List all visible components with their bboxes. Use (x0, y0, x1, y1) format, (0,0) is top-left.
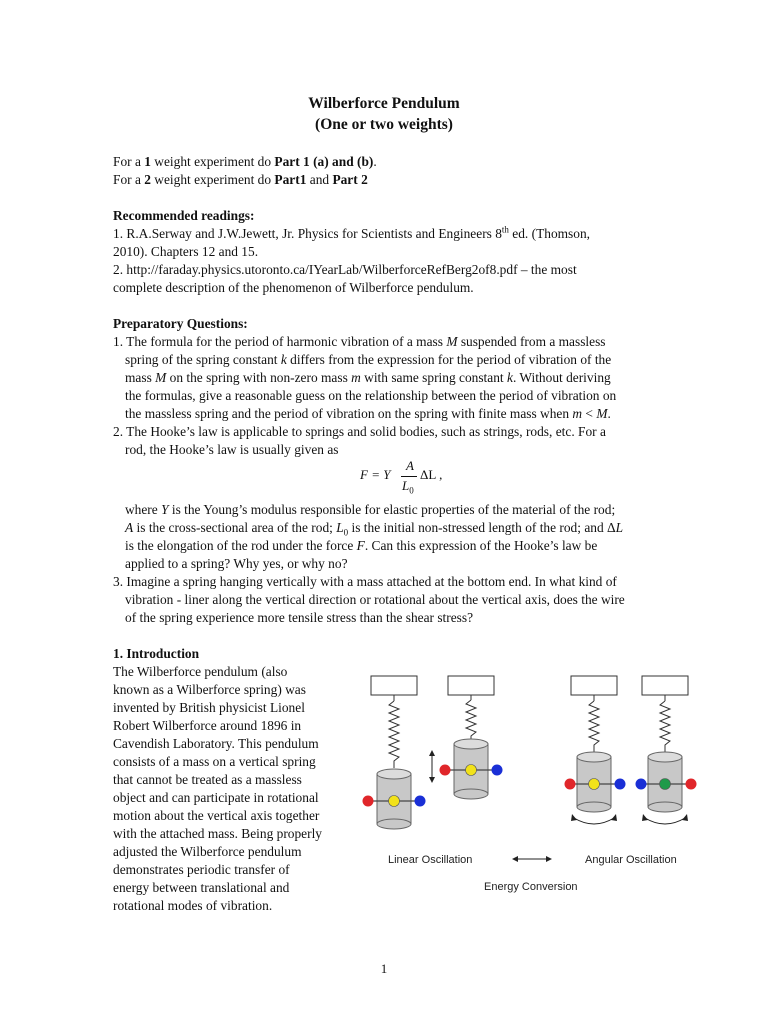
intro-line: with the attached mass. Being properly (113, 826, 322, 841)
intro-line: known as a Wilberforce spring) was (113, 682, 306, 697)
intro-line: demonstrates periodic transfer of (113, 862, 290, 877)
reading-1-cont: 2010). Chapters 12 and 15. (113, 244, 259, 259)
question-2-line-6: applied to a spring? Why yes, or why no? (125, 556, 348, 571)
reading-1: 1. R.A.Serway and J.W.Jewett, Jr. Physics for Scientists and Engineers 8th ed. (Thomson, (113, 224, 590, 241)
red-ball (363, 796, 374, 807)
energy-conversion-label: Energy Conversion (484, 881, 578, 893)
pendulum-linear-high (440, 676, 503, 799)
question-2-line-1: 2. The Hooke’s law is applicable to springs and solid bodies, such as strings, rods, etc. For a (113, 424, 606, 439)
readings-heading: Recommended readings: (113, 208, 255, 223)
intro-line: Robert Wilberforce around 1896 in (113, 718, 302, 733)
red-ball (440, 765, 451, 776)
blue-ball (492, 765, 503, 776)
intro-line: object and can participate in rotational (113, 790, 319, 805)
question-3-line-2: vibration - liner along the vertical direction or rotational about the vertical axis, does the wire (125, 592, 625, 607)
fraction-bar (401, 476, 417, 477)
wilberforce-diagram (358, 668, 708, 903)
question-2-line-2: rod, the Hooke’s law is usually given as (125, 442, 339, 457)
hookes-law-formula (360, 458, 480, 498)
rotation-arrow-icon (574, 818, 614, 824)
reading-2-cont: complete description of the phenomenon of Wilberforce pendulum. (113, 280, 474, 295)
question-1-line-1: 1. The formula for the period of harmonic vibration of a mass M suspended from a massless (113, 334, 606, 349)
blue-ball (636, 779, 647, 790)
reading-2: 2. http://faraday.physics.utoronto.ca/IYearLab/WilberforceRefBerg2of8.pdf – the most (113, 262, 577, 277)
introduction-heading: 1. Introduction (113, 646, 200, 661)
yellow-ball (589, 779, 600, 790)
rotation-arrow-icon (645, 818, 685, 824)
intro-line: motion about the vertical axis together (113, 808, 320, 823)
question-1-line-3: mass M on the spring with non-zero mass m with same spring constant k. Without deriving (125, 370, 611, 385)
document-title: Wilberforce Pendulum (308, 95, 460, 112)
page-number: 1 (380, 961, 388, 976)
green-ball (660, 779, 671, 790)
intro-line: adjusted the Wilberforce pendulum (113, 844, 302, 859)
intro-line: that cannot be treated as a massless (113, 772, 302, 787)
question-3-line-3: of the spring experience more tensile stress than the shear stress? (125, 610, 474, 625)
question-1-line-2: spring of the spring constant k differs from the expression for the period of vibration of the (125, 352, 612, 367)
instruction-line-1: For a 1 weight experiment do Part 1 (a) and (b). (113, 154, 377, 169)
red-ball (565, 779, 576, 790)
instruction-line-2: For a 2 weight experiment do Part1 and Part 2 (113, 172, 368, 187)
intro-line: The Wilberforce pendulum (also (113, 664, 288, 679)
intro-line: invented by British physicist Lionel (113, 700, 305, 715)
pendulum-angular-2 (636, 676, 697, 824)
intro-line: Cavendish Laboratory. This pendulum (113, 736, 319, 751)
formula-denominator: $L_0$ (402, 478, 414, 496)
question-1-line-5: the massless spring and the period of vibration on the spring with finite mass when m < M. (125, 406, 611, 421)
question-1-line-4: the formulas, give a reasonable guess on the relationship between the period of vibration on (125, 388, 617, 403)
yellow-ball (389, 796, 400, 807)
question-3-line-1: 3. Imagine a spring hanging vertically with a mass attached at the bottom end. In what kind of (113, 574, 617, 589)
formula-numerator: A (406, 458, 414, 473)
intro-line: rotational modes of vibration. (113, 898, 273, 913)
formula-lhs: F = Y (360, 467, 391, 482)
red-ball (686, 779, 697, 790)
pendulum-linear-low (363, 676, 426, 829)
intro-line: energy between translational and (113, 880, 290, 895)
blue-ball (415, 796, 426, 807)
formula-rhs: ΔL , (420, 467, 443, 482)
yellow-ball (466, 765, 477, 776)
horizontal-arrow-icon (512, 856, 552, 862)
question-2-line-4: A is the cross-sectional area of the rod; $L_0$ is the initial non-stressed length of the rod; and ΔL (125, 520, 624, 538)
pendulum-angular-1 (565, 676, 626, 824)
question-2-line-3: where Y is the Young’s modulus responsible for elastic properties of the material of the rod; (125, 502, 616, 517)
linear-oscillation-label: Linear Oscillation (388, 854, 473, 866)
prep-heading: Preparatory Questions: (113, 316, 248, 331)
intro-line: consists of a mass on a vertical spring (113, 754, 316, 769)
document-subtitle: (One or two weights) (315, 116, 453, 133)
question-2-line-5: is the elongation of the rod under the force F. Can this expression of the Hooke’s law be (125, 538, 598, 553)
blue-ball (615, 779, 626, 790)
vertical-arrow-icon (429, 750, 435, 783)
angular-oscillation-label: Angular Oscillation (585, 854, 677, 866)
